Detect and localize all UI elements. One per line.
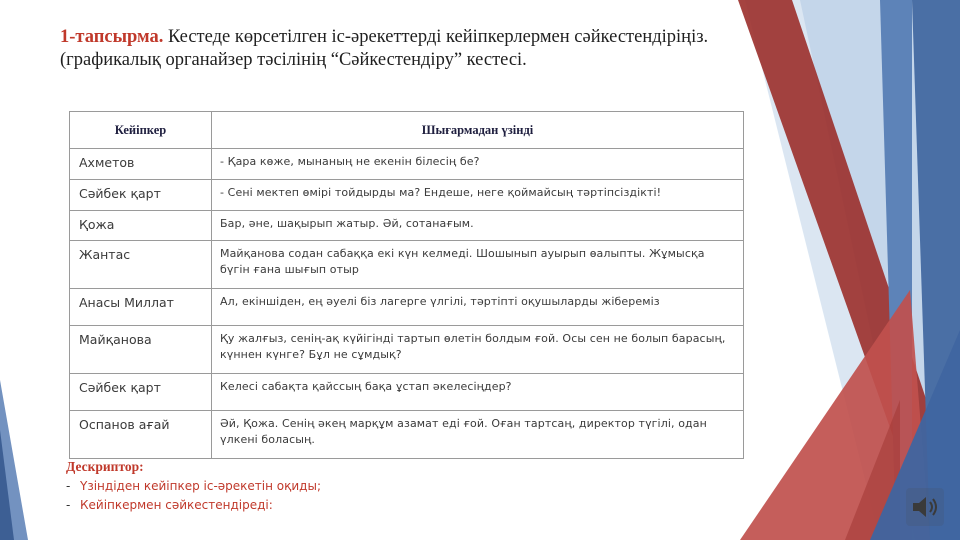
excerpt-cell: Қу жалғыз, сенің-ақ күйігінді тартып өлетін болдым ғой. Осы сен не болып барасың, күннен күнге? Бұл не сұмдық? [212,326,744,374]
excerpt-cell: Бар, әне, шақырып жатыр. Әй, сотанағым. [212,211,744,241]
character-cell: Анасы Миллат [70,289,212,326]
excerpt-cell: - Қара көже, мынаның не екенін білесің бе? [212,149,744,180]
table-row [70,149,744,180]
descriptor-item: - Кейіпкермен сәйкестендіреді: [66,498,273,512]
character-cell: Қожа [70,211,212,241]
matching-table [69,111,744,459]
speaker-icon[interactable] [906,488,944,526]
table-row [70,180,744,211]
character-cell: Жантас [70,241,212,289]
character-cell: Сәйбек қарт [70,180,212,211]
character-cell: Оспанов ағай [70,411,212,459]
descriptor-title: Дескриптор: [66,459,144,474]
descriptor-block [66,459,321,515]
header-excerpt: Шығармадан үзінді [212,112,744,149]
character-cell: Ахметов [70,149,212,180]
excerpt-cell: Әй, Қожа. Сенің әкең марқұм азамат еді ғой. Оған тартсаң, директор түгілі, одан үлкені боласың. [212,411,744,459]
descriptor-item-text: Кейіпкермен сәйкестендіреді: [80,498,273,512]
excerpt-cell: Майқанова содан сабаққа екі күн келмеді. Шошынып ауырып өалыпты. Жұмысқа бүгін ғана шығып отыр [212,241,744,289]
excerpt-cell: Келесі сабақта қайссың бақа ұстап әкелесіңдер? [212,374,744,411]
task-text: Кестеде көрсетілген іс-әрекеттерді кейіпкерлермен сәйкестендіріңіз. (графикалық органайзер тәсілінің “Сәйкестендіру” кестесі. [60,27,709,70]
character-cell: Майқанова [70,326,212,374]
table-row [70,241,744,289]
descriptor-item: - Үзіндіден кейіпкер іс-әрекетін оқиды; [66,479,321,493]
character-cell: Сәйбек қарт [70,374,212,411]
excerpt-cell: - Сені мектеп өмірі тойдырды ма? Ендеше, неге қоймайсың тәртіпсіздікті! [212,180,744,211]
table-row [70,411,744,459]
header-character: Кейіпкер [70,112,212,149]
task-title [60,26,740,72]
table-row [70,289,744,326]
task-number: 1-тапсырма. [60,27,164,47]
table-row [70,374,744,411]
table-row [70,326,744,374]
descriptor-list [66,477,321,515]
table-header-row [70,112,744,149]
descriptor-item-text: Үзіндіден кейіпкер іс-әрекетін оқиды; [80,479,321,493]
excerpt-cell: Ал, екіншіден, ең әуелі біз лагерге үлгілі, тәртіпті оқушыларды жібереміз [212,289,744,326]
table-row [70,211,744,241]
